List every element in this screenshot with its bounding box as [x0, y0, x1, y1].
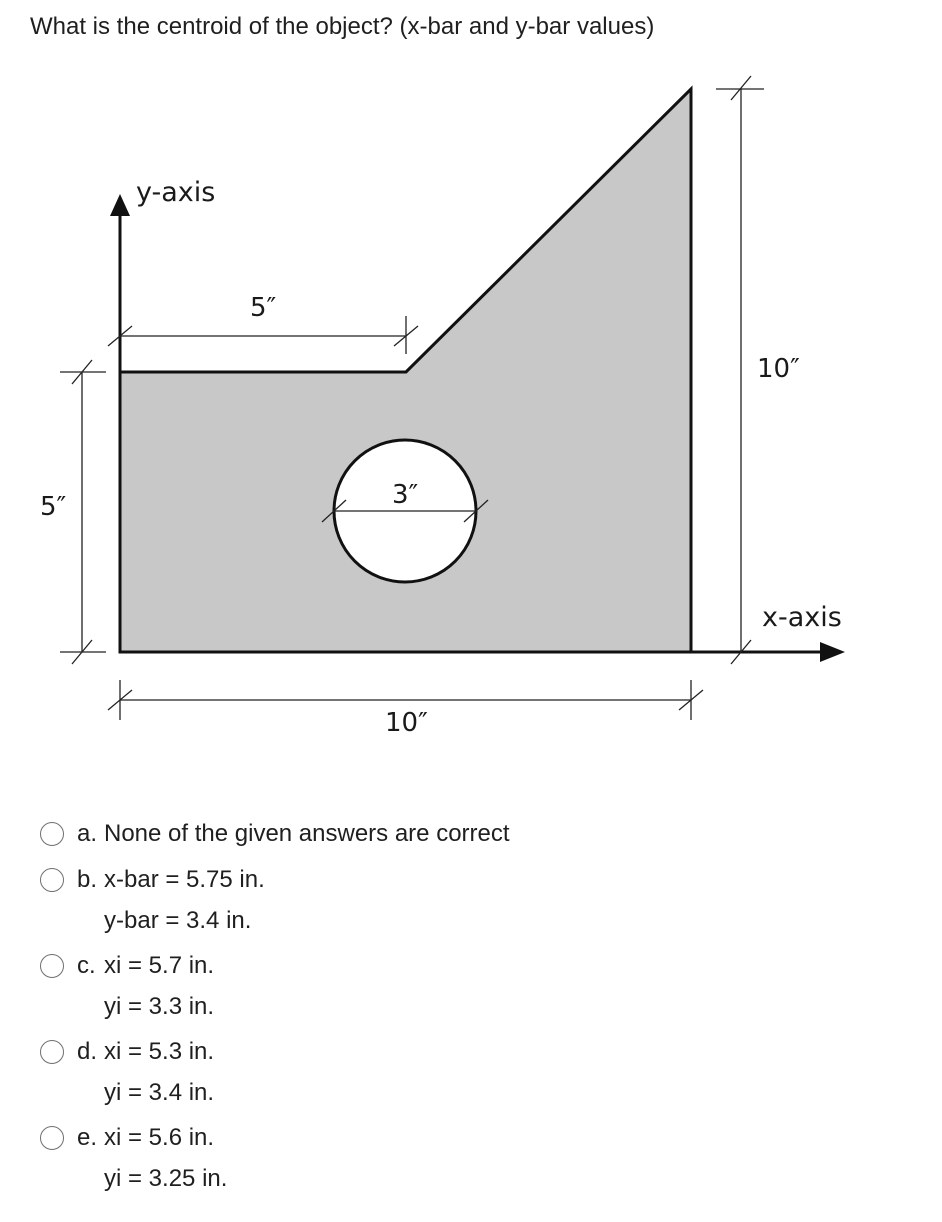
option-text — [104, 1116, 227, 1199]
option-line: y-bar = 3.4 in. — [104, 907, 252, 934]
option-c[interactable] — [40, 944, 214, 1027]
centroid-figure — [0, 60, 942, 760]
option-text — [104, 812, 510, 854]
radio-button[interactable] — [40, 822, 64, 846]
option-line: xi = 5.3 in. — [104, 1038, 215, 1065]
option-line: None of the given answers are correct — [104, 820, 510, 847]
dim-left-height-label: 5″ — [40, 492, 67, 522]
option-text — [104, 1030, 214, 1113]
question-text: What is the centroid of the object? (x-bar and y-bar values) — [30, 13, 655, 40]
option-line: xi = 5.7 in. — [104, 952, 215, 979]
option-b[interactable] — [40, 858, 265, 941]
option-letter: a. — [77, 820, 98, 847]
option-a[interactable] — [40, 812, 510, 856]
dim-right-height-label: 10″ — [757, 354, 800, 384]
option-letter: d. — [77, 1038, 98, 1065]
radio-button[interactable] — [40, 868, 64, 892]
option-line: yi = 3.3 in. — [104, 993, 215, 1020]
dim-left-height — [60, 360, 106, 664]
option-text — [104, 858, 265, 941]
dim-hole-diameter-label: 3″ — [392, 480, 419, 510]
option-letter: c. — [77, 952, 96, 979]
option-e[interactable] — [40, 1116, 227, 1199]
dim-bottom-width-label: 10″ — [385, 708, 428, 738]
y-axis-label: y-axis — [136, 177, 216, 208]
x-axis-arrow — [820, 642, 845, 662]
option-letter: b. — [77, 866, 98, 893]
radio-button[interactable] — [40, 954, 64, 978]
dim-top-width-label: 5″ — [250, 293, 277, 323]
option-letter: e. — [77, 1124, 98, 1151]
radio-button[interactable] — [40, 1040, 64, 1064]
radio-button[interactable] — [40, 1126, 64, 1150]
option-line: yi = 3.4 in. — [104, 1079, 215, 1106]
option-line: x-bar = 5.75 in. — [104, 866, 265, 893]
x-axis-label: x-axis — [762, 602, 842, 633]
option-line: yi = 3.25 in. — [104, 1165, 228, 1192]
option-d[interactable] — [40, 1030, 214, 1113]
option-line: xi = 5.6 in. — [104, 1124, 215, 1151]
y-axis-arrow — [110, 194, 130, 216]
option-text — [104, 944, 214, 1027]
